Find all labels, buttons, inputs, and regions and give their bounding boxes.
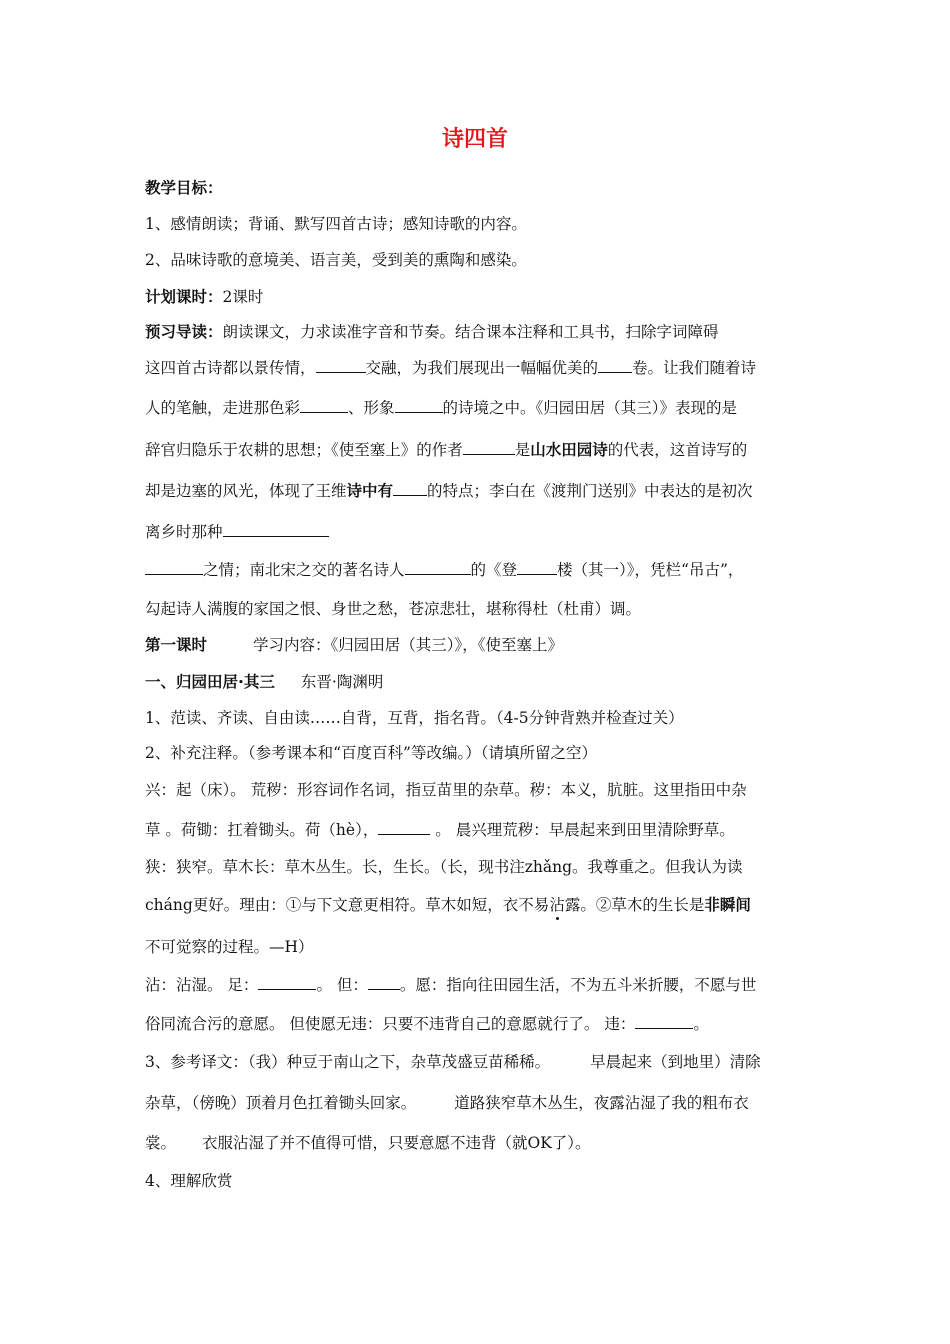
fill-blank	[463, 440, 515, 455]
preview-line-3	[145, 440, 815, 460]
fill-blank	[517, 560, 557, 575]
fill-blank	[635, 1014, 693, 1029]
lesson-one-label: 第一课时	[145, 636, 208, 654]
note-line-3: 狭：狭窄。草木长：草木丛生。长，生长。（长，现书注zhǎng。我尊重之。但我认为读	[145, 858, 743, 876]
preview-text: 、形象	[348, 399, 395, 417]
preview-text: 却是边塞的风光，体现了王维	[145, 482, 347, 500]
note-line-7	[145, 1014, 815, 1034]
note-line-4	[145, 895, 815, 915]
preview-text: 离乡时那种	[145, 523, 223, 541]
lesson-one-content: 学习内容：《归园田居（其三）》，《使至塞上》	[253, 636, 564, 654]
planned-hours	[145, 287, 815, 307]
goals-heading	[145, 178, 815, 198]
fill-blank	[300, 398, 348, 413]
step-4: 4、理解欣赏	[145, 1172, 233, 1190]
preview-text: 辞官归隐乐于农耕的思想；《使至塞上》的作者	[145, 441, 463, 459]
translation-line-2	[145, 1093, 815, 1113]
goal-item-2: 2、品味诗歌的意境美、语言美，受到美的熏陶和感染。	[145, 251, 527, 269]
translation-text: 3、参考译文：（我）种豆于南山之下，杂草茂盛豆苗稀稀。	[145, 1053, 551, 1071]
note-text: 。 晨兴理荒秽：早晨起来到田里清除野草。	[430, 821, 735, 839]
preview-line-2	[145, 398, 815, 418]
page-title: 诗四首	[441, 127, 508, 152]
planned-hours-value: 2课时	[222, 288, 264, 306]
preview-bold-text: 山水田园诗	[530, 441, 608, 459]
emphasis-dot-char: 沾	[549, 896, 565, 914]
preview-text: 的诗境之中。《归园田居（其三）》表现的是	[442, 399, 738, 417]
fill-blank	[316, 358, 366, 373]
preview-text: 交融，为我们展现出一幅幅优美的	[365, 359, 599, 377]
fill-blank	[395, 398, 443, 413]
note-text: 露。②草木的生长是	[564, 896, 705, 914]
translation-line-3	[145, 1133, 815, 1153]
fill-blank	[223, 522, 329, 537]
note-line-1: 兴：起（床）。 荒秽：形容词作名词，指豆苗里的杂草。秽：本义，肮脏。这里指田中杂	[145, 781, 747, 799]
poem-one-title: 一、归园田居·其三	[145, 673, 275, 691]
note-text: 草 。荷锄：扛着锄头。荷（hè），	[145, 821, 379, 839]
preview-text: 卷。让我们随着诗	[632, 359, 757, 377]
fill-blank	[393, 481, 427, 496]
fill-blank	[368, 975, 400, 990]
note-text: 。 但：	[316, 976, 368, 994]
planned-hours-label: 计划课时：	[145, 288, 223, 306]
goals-heading-label: 教学目标：	[145, 179, 223, 197]
fill-blank	[145, 560, 203, 575]
poem-one-heading	[145, 672, 815, 692]
fill-blank	[258, 975, 316, 990]
preview-intro	[145, 322, 815, 342]
fill-blank	[598, 358, 632, 373]
preview-line-7: 勾起诗人满腹的家国之恨、身世之愁，苍凉悲壮，堪称得杜（杜甫）调。	[145, 600, 642, 618]
preview-text: 人的笔触，走进那色彩	[145, 399, 301, 417]
lesson-one-heading	[145, 635, 815, 655]
translation-text: 裳。	[145, 1134, 177, 1152]
note-text: 。	[693, 1015, 709, 1033]
fill-blank	[378, 820, 430, 835]
preview-text: 之情；南北宋之交的著名诗人	[203, 561, 405, 579]
preview-text: 这四首古诗都以景传情，	[145, 359, 316, 377]
preview-text: 的特点；李白在《渡荆门送别》中表达的是初次	[427, 482, 753, 500]
note-line-2	[145, 820, 815, 840]
note-text: 俗同流合污的意愿。 但使愿无违：只要不违背自己的意愿就行了。 违：	[145, 1015, 636, 1033]
preview-line-5	[145, 522, 815, 542]
preview-line-6	[145, 560, 815, 580]
note-line-6	[145, 975, 815, 995]
poem-one-author: 东晋·陶渊明	[300, 673, 384, 691]
preview-line-4	[145, 481, 815, 501]
step-1: 1、范读、齐读、自由读……自背，互背，指名背。（4-5分钟背熟并检查过关）	[145, 709, 684, 727]
preview-bold-text: 诗中有	[346, 482, 394, 500]
note-text: 沾：沾湿。 足：	[145, 976, 259, 994]
translation-text: 道路狭窄草木丛生，夜露沾湿了我的粗布衣	[454, 1094, 749, 1112]
goal-item-1: 1、感情朗读；背诵、默写四首古诗；感知诗歌的内容。	[145, 215, 527, 233]
preview-label: 预习导读：	[145, 323, 223, 341]
preview-line-1	[145, 358, 815, 378]
note-line-5: 不可觉察的过程。—H）	[145, 938, 314, 956]
translation-line-1	[145, 1052, 815, 1072]
preview-text: 的《登	[470, 561, 518, 579]
fill-blank	[405, 560, 471, 575]
note-text: cháng更好。理由：①与下文意更相符。草木如短，衣不易	[145, 896, 550, 914]
translation-text: 早晨起来（到地里）清除	[590, 1053, 761, 1071]
note-bold-text: 非瞬间	[704, 896, 751, 914]
preview-text: 是	[514, 441, 531, 459]
preview-text: 楼（其一）》，凭栏“吊古”，	[557, 561, 744, 579]
preview-intro-text: 朗读课文，力求读准字音和节奏。结合课本注释和工具书，扫除字词障碍	[222, 323, 719, 341]
note-text: 。愿：指向往田园生活，不为五斗米折腰，不愿与世	[399, 976, 757, 994]
translation-text: 杂草，（傍晚）顶着月色扛着锄头回家。	[145, 1094, 417, 1112]
translation-text: 衣服沾湿了并不值得可惜，只要意愿不违背（就OK了）。	[202, 1134, 591, 1152]
step-2: 2、补充注释。（参考课本和“百度百科”等改编。）（请填所留之空）	[145, 744, 597, 762]
preview-text: 的代表，这首诗写的	[607, 441, 748, 459]
